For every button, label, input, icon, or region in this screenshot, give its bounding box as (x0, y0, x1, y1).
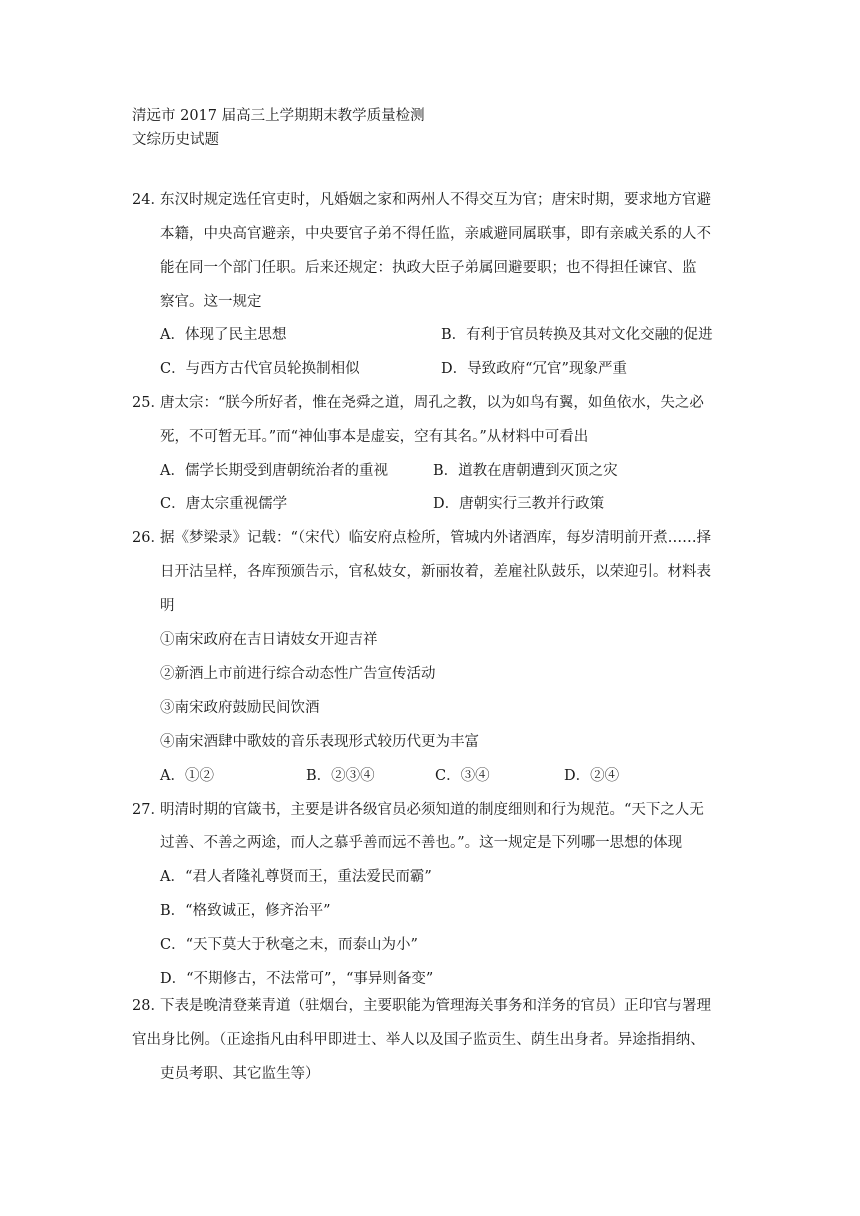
option-d[interactable]: D．②④ (564, 768, 620, 784)
question-text-line: 死，不可暂无耳。”而“神仙事本是虚妄，空有其名。”从材料中可看出 (160, 429, 589, 445)
option-d[interactable]: D．“不期修古，不法常可”，“事异则备变” (160, 971, 434, 987)
option-c[interactable]: C．③④ (435, 768, 490, 784)
question-text-line: 吏员考职、其它监生等） (160, 1066, 320, 1082)
question-text-line: 官出身比例。（正途指凡由科甲即进士、举人以及国子监贡生、荫生出身者。异途指捐纳、 (132, 1032, 705, 1048)
exam-subtitle: 文综历史试题 (132, 132, 219, 148)
question-text-line: 察官。这一规定 (160, 294, 262, 310)
option-c[interactable]: C．“天下莫大于秋毫之末，而泰山为小” (160, 937, 418, 953)
option-b[interactable]: B．“格致诚正，修齐治平” (160, 903, 331, 919)
question-text-line: 明清时期的官箴书，主要是讲各级官员必须知道的制度细则和行为规范。“天下之人无 (160, 802, 704, 818)
exam-title: 清远市 2017 届高三上学期期末教学质量检测 (132, 108, 425, 124)
option-d[interactable]: D．导致政府“冗官”现象严重 (441, 361, 627, 377)
question-text-line: 唐太宗：“朕今所好者，惟在尧舜之道，周孔之教，以为如鸟有翼，如鱼依水，失之必 (160, 395, 704, 411)
question-number: 24． (132, 192, 165, 208)
option-a[interactable]: A．体现了民主思想 (160, 327, 287, 343)
question-number: 25． (132, 395, 165, 411)
question-text-line: 东汉时规定选任官吏时，凡婚姻之家和两州人不得交互为官；唐宋时期，要求地方官避 (160, 192, 711, 208)
statement-item: ②新酒上市前进行综合动态性广告宣传活动 (160, 666, 436, 682)
option-c[interactable]: C．唐太宗重视儒学 (160, 496, 288, 512)
statement-item: ①南宋政府在吉日请妓女开迎吉祥 (160, 632, 378, 648)
question-text-line: 过善、不善之两途，而人之慕乎善而远不善也。”。这一规定是下列哪一思想的体现 (160, 835, 683, 851)
option-b[interactable]: B．道教在唐朝遭到灭顶之灾 (433, 463, 618, 479)
option-a[interactable]: A．儒学长期受到唐朝统治者的重视 (160, 463, 388, 479)
option-b[interactable]: B．有利于官员转换及其对文化交融的促进 (441, 327, 713, 343)
option-a[interactable]: A．“君人者隆礼尊贤而王，重法爱民而霸” (160, 869, 432, 885)
question-number: 28． (132, 998, 165, 1014)
statement-item: ③南宋政府鼓励民间饮酒 (160, 700, 320, 716)
question-text-line: 能在同一个部门任职。后来还规定：执政大臣子弟属回避要职；也不得担任谏官、监 (160, 260, 697, 276)
question-text-line: 下表是晚清登莱青道（驻烟台，主要职能为管理海关事务和洋务的官员）正印官与署理 (160, 998, 711, 1014)
question-text-line: 据《梦梁录》记载：“（宋代）临安府点检所，管城内外诸酒库，每岁清明前开煮……择 (160, 530, 712, 546)
option-d[interactable]: D．唐朝实行三教并行政策 (433, 496, 605, 512)
question-number: 26． (132, 530, 165, 546)
question-text-line: 明 (160, 598, 175, 614)
statement-item: ④南宋酒肆中歌妓的音乐表现形式较历代更为丰富 (160, 734, 479, 750)
option-a[interactable]: A．①② (160, 768, 214, 784)
option-c[interactable]: C．与西方古代官员轮换制相似 (160, 361, 360, 377)
question-number: 27． (132, 802, 165, 818)
question-text-line: 日开沽呈样，各库预颁告示，官私妓女，新丽妆着，差雇社队鼓乐，以荣迎引。材料表 (160, 564, 711, 580)
question-text-line: 本籍，中央高官避亲，中央要官子弟不得任监，亲戚避同属联事，即有亲戚关系的人不 (160, 226, 711, 242)
option-b[interactable]: B．②③④ (306, 768, 375, 784)
